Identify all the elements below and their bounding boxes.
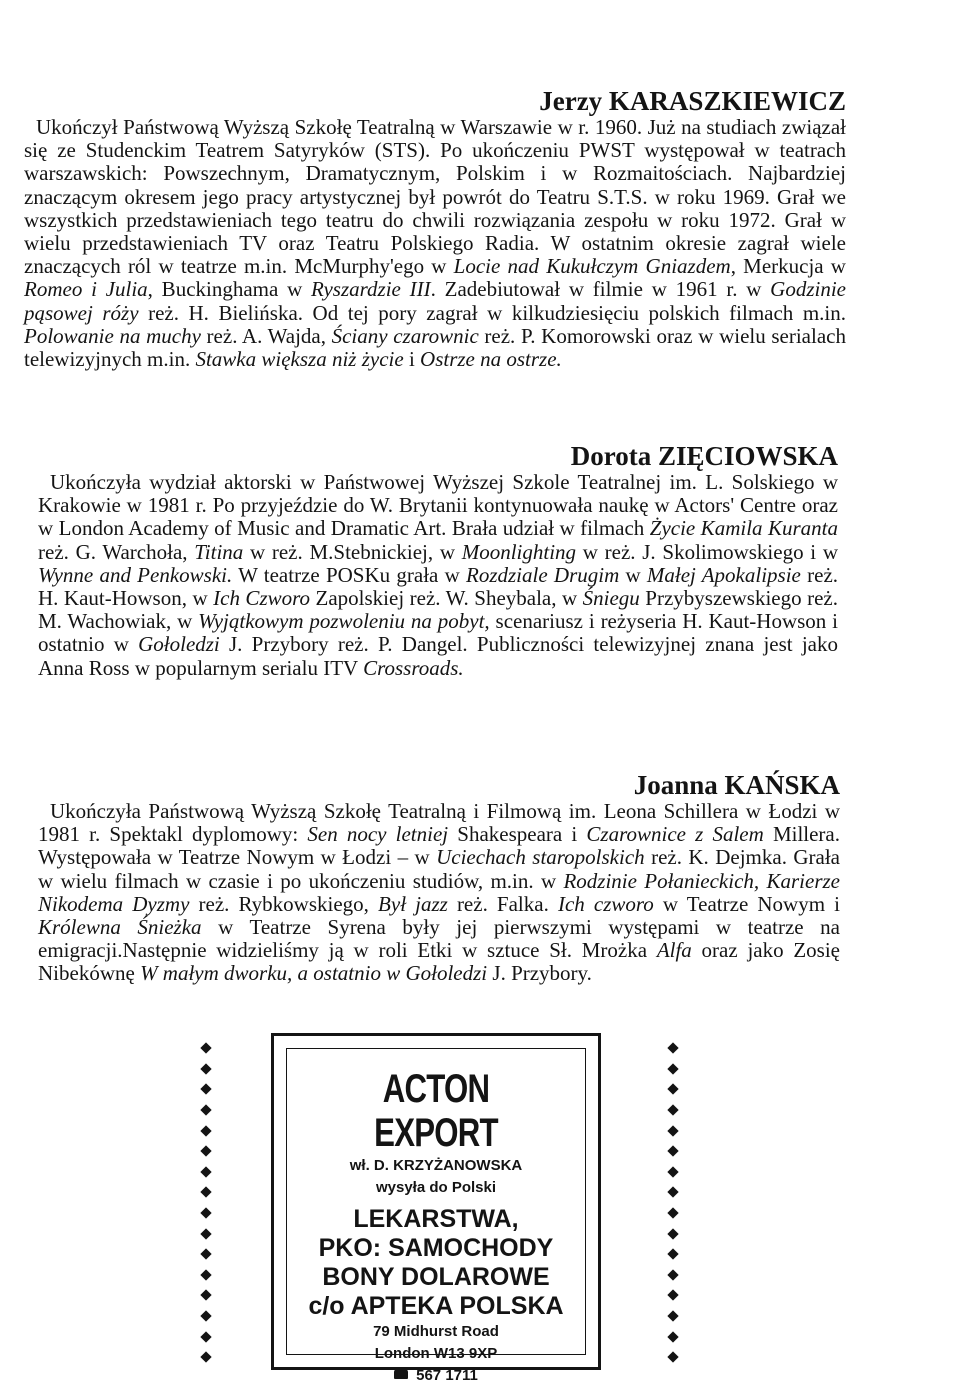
diamond-ornament: [200, 1310, 211, 1321]
diamond-ornament: [200, 1352, 211, 1363]
advertisement-inner-frame: [286, 1048, 586, 1384]
diamond-ornament: [667, 1063, 678, 1074]
diamond-ornament: [200, 1125, 211, 1136]
diamond-ornament: [200, 1207, 211, 1218]
diamond-ornament: [200, 1043, 211, 1054]
ad-line-cars: PKO: SAMOCHODY: [318, 1234, 554, 1262]
diamond-ornament: [667, 1249, 678, 1260]
diamond-ornament: [200, 1146, 211, 1157]
telephone-icon: [394, 1369, 408, 1379]
diamond-ornament: [667, 1187, 678, 1198]
diamond-ornament: [200, 1290, 211, 1301]
ad-title: ACTON EXPORT: [374, 1067, 498, 1155]
bio-name: Jerzy KARASZKIEWICZ: [539, 86, 846, 116]
bio-text: Ukończyła Państwową Wyższą Szkołę Teatralną i Filmową im. Leona Schillera w Łodzi w 1981 r. Spektakl dyplomowy: Sen nocy letniej Shakespeara i Czarownice z Salem Millera. Występowała w Teatrze Nowym w Łodzi – w Uciechach staropolskich reż. K. Dejmka. Grała w wielu filmach w czasie i po ukończeniu studiów, m.in. w Rodzinie Połanieckich, Karierze Nikodema Dyzmy reż. Rybkowskiego, Był jazz reż. Falka. Ich czworo w Teatrze Nowym i Królewna Śnieżka w Teatrze Syrena były jej pierwszymi występami w teatrze na emigracji.Następnie widzieliśmy ją w roli Etki w sztuce Sł. Mrożka Alfa oraz jako Zosię Nibekównę W małym dworku, a ostatnio w Gołoledzi J. Przybory.: [38, 799, 841, 986]
bio-kanska: [38, 770, 840, 986]
diamond-border-right: [666, 1038, 680, 1368]
ad-tagline: wysyła do Polski: [375, 1179, 497, 1196]
diamond-ornament: [667, 1290, 678, 1301]
diamond-border-left: [199, 1038, 213, 1368]
diamond-ornament: [667, 1352, 678, 1363]
bio-text: Ukończył Państwową Wyższą Szkołę Teatralną w Warszawie w r. 1960. Już na studiach związał się ze Studenckim Teatrem Satyryków (STS). Po ukończeniu PWST występował w teatrach warszawskich: Powszechnym, Dramatycznym, Polskim i w Rozmaitościach. Najbardziej znaczącym okresem jego pracy artystycznej był powrót do Teatru S.T.S. w roku 1969. Grał we wszystkich przedstawieniach tego teatru do chwili rozwiązania zespołu w roku 1972. Grał w wielu przedstawieniach TV oraz Teatru Polskiego Radia. W ostatnim okresie zagrał wiele znaczących ról w teatrze m.in. McMurphy'ego w Locie nad Kukułczym Gniazdem, Merkucja w Romeo i Julia, Buckinghama w Ryszardzie III. Zadebiutował w filmie w 1961 r. w Godzinie pąsowej róży reż. H. Bielińska. Od tej pory zagrał w kilkudziesięciu polskich filmach m.in. Polowanie na muchy reż. A. Wajda, Ściany czarownic reż. P. Komorowski oraz w wielu serialach telewizyjnych m.in. Stawka większa niż życie i Ostrze na ostrze.: [24, 115, 847, 372]
ad-address-street: 79 Midhurst Road: [373, 1323, 499, 1340]
ad-line-pharmacy: c/o APTEKA POLSKA: [308, 1292, 564, 1320]
diamond-ornament: [667, 1269, 678, 1280]
diamond-ornament: [667, 1125, 678, 1136]
ad-phone: 567 1711: [287, 1365, 585, 1387]
diamond-ornament: [667, 1166, 678, 1177]
bio-name: Joanna KAŃSKA: [633, 770, 840, 800]
bio-zieciowska: [38, 441, 838, 680]
ad-address-city: London W13 9XP: [374, 1345, 498, 1362]
diamond-ornament: [200, 1104, 211, 1115]
diamond-ornament: [667, 1310, 678, 1321]
diamond-ornament: [200, 1249, 211, 1260]
diamond-ornament: [200, 1269, 211, 1280]
bio-name: Dorota ZIĘCIOWSKA: [570, 441, 838, 471]
diamond-ornament: [667, 1331, 678, 1342]
diamond-ornament: [200, 1187, 211, 1198]
diamond-ornament: [667, 1207, 678, 1218]
diamond-ornament: [200, 1228, 211, 1239]
diamond-ornament: [667, 1104, 678, 1115]
ad-owner: wł. D. KRZYŻANOWSKA: [349, 1157, 523, 1174]
diamond-ornament: [200, 1063, 211, 1074]
diamond-ornament: [667, 1228, 678, 1239]
bio-karaszkiewicz: [24, 86, 846, 371]
ad-line-vouchers: BONY DOLAROWE: [322, 1263, 550, 1291]
bio-text: Ukończyła wydział aktorski w Państwowej Wyższej Szkole Teatralnej im. L. Solskiego w Krakowie w 1981 r. Po przyjeździe do W. Brytanii kontynuowała naukę w Actors' Centre oraz w London Academy of Music and Dramatic Art. Brała udział w filmach Życie Kamila Kuranta reż. G. Warchoła, Titina w reż. M.Stebnickiej, w Moonlighting w reż. J. Skolimowskiego i w Wynne and Penkowski. W teatrze POSKu grała w Rozdziale Drugim w Małej Apokalipsie reż. H. Kaut-Howson, w Ich Czworo Zapolskiej reż. W. Sheybala, w Śniegu Przybyszewskiego reż. M. Wachowiak, w Wyjątkowym pozwoleniu na pobyt, scenariusz i reżyseria H. Kaut-Howson i ostatnio w Gołoledzi J. Przybory reż. P. Dangel. Publiczności telewizyjnej znana jest jako Anna Ross w popularnym serialu ITV Crossroads.: [38, 470, 839, 680]
diamond-ornament: [200, 1331, 211, 1342]
diamond-ornament: [200, 1166, 211, 1177]
diamond-ornament: [200, 1084, 211, 1095]
diamond-ornament: [667, 1084, 678, 1095]
advertisement-box: [271, 1033, 601, 1384]
ad-line-medicines: LEKARSTWA,: [353, 1205, 519, 1233]
diamond-ornament: [667, 1043, 678, 1054]
diamond-ornament: [667, 1146, 678, 1157]
